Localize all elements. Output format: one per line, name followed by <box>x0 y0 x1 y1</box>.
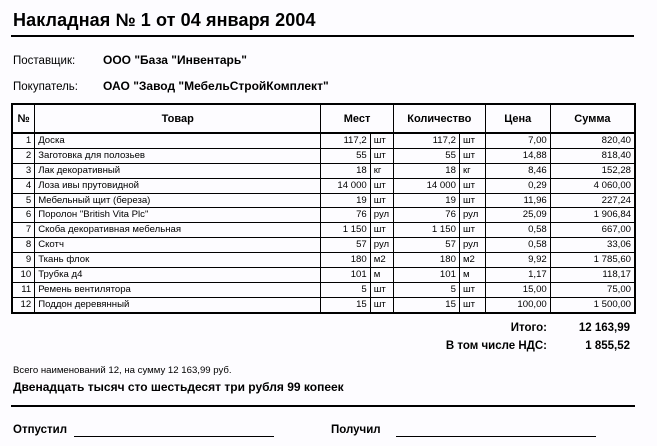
row-quantity-unit: шт <box>459 282 485 297</box>
row-places: 76 <box>321 208 371 223</box>
row-places-unit: рул <box>370 238 393 253</box>
table-header-row <box>12 104 635 133</box>
row-sum: 1 500,00 <box>550 297 635 312</box>
row-quantity: 18 <box>393 163 459 178</box>
items-table <box>11 103 636 314</box>
row-places: 101 <box>321 268 371 283</box>
row-places-unit: шт <box>370 148 393 163</box>
row-quantity-unit: шт <box>459 223 485 238</box>
title-divider <box>11 35 634 37</box>
header-item: Товар <box>35 104 321 133</box>
row-quantity-unit: рул <box>459 208 485 223</box>
row-item: Заготовка для полозьев <box>35 148 321 163</box>
table-row <box>12 268 635 283</box>
row-number: 11 <box>12 282 35 297</box>
row-price: 1,17 <box>485 268 550 283</box>
row-places: 15 <box>321 297 371 312</box>
row-quantity-unit: м2 <box>459 253 485 268</box>
row-quantity-unit: шт <box>459 297 485 312</box>
row-price: 0,58 <box>485 223 550 238</box>
row-places: 180 <box>321 253 371 268</box>
released-signature-line[interactable] <box>74 436 274 437</box>
row-quantity: 57 <box>393 238 459 253</box>
row-sum: 667,00 <box>550 223 635 238</box>
table-row <box>12 238 635 253</box>
row-places-unit: шт <box>370 223 393 238</box>
row-item: Скоба декоративная мебельная <box>35 223 321 238</box>
header-sum: Сумма <box>550 104 635 133</box>
invoice-title: Накладная № 1 от 04 января 2004 <box>13 10 316 30</box>
row-quantity: 55 <box>393 148 459 163</box>
row-number: 8 <box>12 238 35 253</box>
row-sum: 152,28 <box>550 163 635 178</box>
row-item: Скотч <box>35 238 321 253</box>
row-number: 12 <box>12 297 35 312</box>
row-places: 19 <box>321 193 371 208</box>
row-places: 1 150 <box>321 223 371 238</box>
supplier-label: Поставщик: <box>13 55 76 67</box>
row-item: Поддон деревянный <box>35 297 321 312</box>
row-places: 117,2 <box>321 133 371 148</box>
row-places: 57 <box>321 238 371 253</box>
row-price: 11,96 <box>485 193 550 208</box>
row-places: 55 <box>321 148 371 163</box>
table-row <box>12 193 635 208</box>
row-sum: 118,17 <box>550 268 635 283</box>
received-signature-line[interactable] <box>396 436 596 437</box>
row-price: 7,00 <box>485 133 550 148</box>
row-quantity: 117,2 <box>393 133 459 148</box>
bottom-divider <box>11 405 635 407</box>
amount-in-words: Двенадцать тысяч сто шестьдесят три рубля 99 копеек <box>13 380 344 394</box>
total-label: Итого: <box>510 322 547 334</box>
row-quantity: 14 000 <box>393 178 459 193</box>
row-places-unit: м <box>370 268 393 283</box>
header-places: Мест <box>321 104 394 133</box>
table-row <box>12 133 635 148</box>
row-quantity-unit: шт <box>459 193 485 208</box>
row-sum: 227,24 <box>550 193 635 208</box>
row-places: 14 000 <box>321 178 371 193</box>
row-item: Мебельный щит (береза) <box>35 193 321 208</box>
row-number: 3 <box>12 163 35 178</box>
row-places-unit: шт <box>370 297 393 312</box>
row-sum: 75,00 <box>550 282 635 297</box>
row-number: 4 <box>12 178 35 193</box>
items-count-summary: Всего наименований 12, на сумму 12 163,99 руб. <box>13 365 232 376</box>
supplier-name: ООО "База "Инвентарь" <box>103 53 247 67</box>
row-quantity: 15 <box>393 297 459 312</box>
table-row <box>12 163 635 178</box>
row-number: 6 <box>12 208 35 223</box>
row-quantity: 5 <box>393 282 459 297</box>
row-places-unit: шт <box>370 193 393 208</box>
row-item: Ремень вентилятора <box>35 282 321 297</box>
row-price: 0,29 <box>485 178 550 193</box>
row-places: 18 <box>321 163 371 178</box>
row-number: 1 <box>12 133 35 148</box>
row-item: Ткань флок <box>35 253 321 268</box>
row-quantity: 1 150 <box>393 223 459 238</box>
row-number: 2 <box>12 148 35 163</box>
row-price: 0,58 <box>485 238 550 253</box>
table-row <box>12 208 635 223</box>
row-sum: 818,40 <box>550 148 635 163</box>
supplier-row <box>13 53 247 67</box>
row-sum: 1 785,60 <box>550 253 635 268</box>
row-item: Трубка д4 <box>35 268 321 283</box>
buyer-row <box>13 79 329 93</box>
row-item: Поролон "British Vita Plc" <box>35 208 321 223</box>
table-row <box>12 223 635 238</box>
header-quantity: Количество <box>393 104 485 133</box>
row-price: 25,09 <box>485 208 550 223</box>
row-places-unit: шт <box>370 282 393 297</box>
row-price: 9,92 <box>485 253 550 268</box>
row-quantity: 180 <box>393 253 459 268</box>
header-number: № <box>12 104 35 133</box>
row-places-unit: шт <box>370 178 393 193</box>
row-places-unit: кг <box>370 163 393 178</box>
released-label: Отпустил <box>13 424 68 436</box>
row-item: Лак декоративный <box>35 163 321 178</box>
buyer-name: ОАО "Завод "МебельСтройКомплект" <box>103 79 329 93</box>
header-price: Цена <box>485 104 550 133</box>
row-sum: 4 060,00 <box>550 178 635 193</box>
table-row <box>12 297 635 312</box>
row-price: 14,88 <box>485 148 550 163</box>
row-quantity-unit: кг <box>459 163 485 178</box>
row-places-unit: рул <box>370 208 393 223</box>
row-quantity-unit: рул <box>459 238 485 253</box>
row-sum: 820,40 <box>550 133 635 148</box>
vat-value: 1 855,52 <box>585 340 630 352</box>
row-item: Лоза ивы прутовидной <box>35 178 321 193</box>
row-price: 100,00 <box>485 297 550 312</box>
row-quantity-unit: шт <box>459 178 485 193</box>
row-quantity-unit: м <box>459 268 485 283</box>
total-value: 12 163,99 <box>578 322 630 334</box>
row-places-unit: м2 <box>370 253 393 268</box>
row-quantity: 19 <box>393 193 459 208</box>
row-places-unit: шт <box>370 133 393 148</box>
table-row <box>12 282 635 297</box>
row-sum: 33,06 <box>550 238 635 253</box>
row-sum: 1 906,84 <box>550 208 635 223</box>
row-quantity-unit: шт <box>459 133 485 148</box>
row-price: 15,00 <box>485 282 550 297</box>
row-price: 8,46 <box>485 163 550 178</box>
row-number: 5 <box>12 193 35 208</box>
table-row <box>12 253 635 268</box>
row-number: 9 <box>12 253 35 268</box>
row-quantity: 101 <box>393 268 459 283</box>
row-quantity: 76 <box>393 208 459 223</box>
buyer-label: Покупатель: <box>13 81 78 93</box>
row-number: 7 <box>12 223 35 238</box>
row-places: 5 <box>321 282 371 297</box>
row-quantity-unit: шт <box>459 148 485 163</box>
row-number: 10 <box>12 268 35 283</box>
received-label: Получил <box>331 424 381 436</box>
table-row <box>12 178 635 193</box>
table-row <box>12 148 635 163</box>
row-item: Доска <box>35 133 321 148</box>
vat-label: В том числе НДС: <box>445 340 547 352</box>
